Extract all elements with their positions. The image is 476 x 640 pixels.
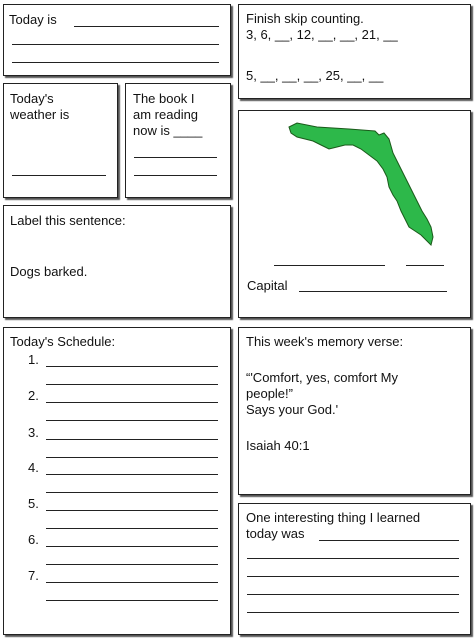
schedule-item-number: 5. (28, 496, 39, 511)
weather-label-line-1: Today's (10, 91, 54, 106)
schedule-line[interactable] (46, 564, 218, 565)
memory-verse-line-3: Says your God.' (246, 402, 339, 417)
learned-line[interactable] (247, 558, 459, 559)
learned-line[interactable] (247, 612, 459, 613)
schedule-title: Today's Schedule: (10, 334, 116, 349)
label-sentence-title: Label this sentence: (10, 213, 126, 228)
schedule-line[interactable] (46, 439, 218, 440)
memory-verse-reference: Isaiah 40:1 (246, 438, 310, 453)
skip-counting-box (238, 4, 471, 99)
schedule-line[interactable] (46, 528, 218, 529)
weather-answer-line[interactable] (12, 175, 106, 176)
book-line-2[interactable] (134, 175, 217, 176)
memory-verse-line-2: people!” (246, 386, 293, 401)
schedule-item-number: 4. (28, 460, 39, 475)
florida-state-shape (289, 123, 433, 245)
schedule-line[interactable] (46, 366, 218, 367)
learned-box (238, 503, 471, 635)
schedule-item-number: 3. (28, 425, 39, 440)
skip-counting-row-2: 5, __, __, __, 25, __, __ (246, 68, 384, 83)
schedule-item-number: 6. (28, 532, 39, 547)
capital-label: Capital (247, 278, 288, 293)
map-answer-line-1[interactable] (274, 265, 385, 266)
today-box (3, 4, 231, 76)
memory-verse-title: This week's memory verse: (246, 334, 404, 349)
schedule-line[interactable] (46, 492, 218, 493)
memory-verse-line-1: “'Comfort, yes, comfort My (246, 370, 399, 385)
schedule-line[interactable] (46, 420, 218, 421)
florida-map (239, 111, 472, 261)
schedule-box (3, 327, 231, 635)
book-line-1[interactable] (134, 157, 217, 158)
schedule-line[interactable] (46, 546, 218, 547)
book-label-line-1: The book I (133, 91, 195, 106)
schedule-item-number: 7. (28, 568, 39, 583)
book-label-line-2: am reading (133, 107, 199, 122)
capital-answer-line[interactable] (299, 291, 447, 292)
learned-answer-line[interactable] (319, 540, 459, 541)
today-line-3[interactable] (12, 62, 219, 63)
schedule-item-number: 1. (28, 352, 39, 367)
schedule-line[interactable] (46, 582, 218, 583)
skip-counting-row-1: 3, 6, __, 12, __, __, 21, __ (246, 27, 398, 42)
learned-line[interactable] (247, 576, 459, 577)
schedule-line[interactable] (46, 474, 218, 475)
label-sentence-box (3, 205, 231, 318)
label-sentence-text: Dogs barked. (10, 264, 88, 279)
schedule-line[interactable] (46, 600, 218, 601)
schedule-line[interactable] (46, 402, 218, 403)
today-label: Today is (9, 12, 57, 27)
weather-box (3, 83, 118, 198)
weather-label-line-2: weather is (10, 107, 70, 122)
book-box (125, 83, 231, 198)
today-line-2[interactable] (12, 44, 219, 45)
state-map-box (238, 110, 471, 318)
book-label-line-3: now is ____ (133, 123, 203, 138)
schedule-item-number: 2. (28, 388, 39, 403)
skip-counting-title: Finish skip counting. (246, 11, 364, 26)
schedule-line[interactable] (46, 510, 218, 511)
today-answer-line[interactable] (74, 26, 219, 27)
learned-line[interactable] (247, 594, 459, 595)
map-answer-line-2[interactable] (406, 265, 444, 266)
learned-label-line-2: today was (246, 526, 305, 541)
learned-label-line-1: One interesting thing I learned (246, 510, 421, 525)
schedule-line[interactable] (46, 384, 218, 385)
schedule-line[interactable] (46, 457, 218, 458)
memory-verse-box (238, 327, 471, 495)
